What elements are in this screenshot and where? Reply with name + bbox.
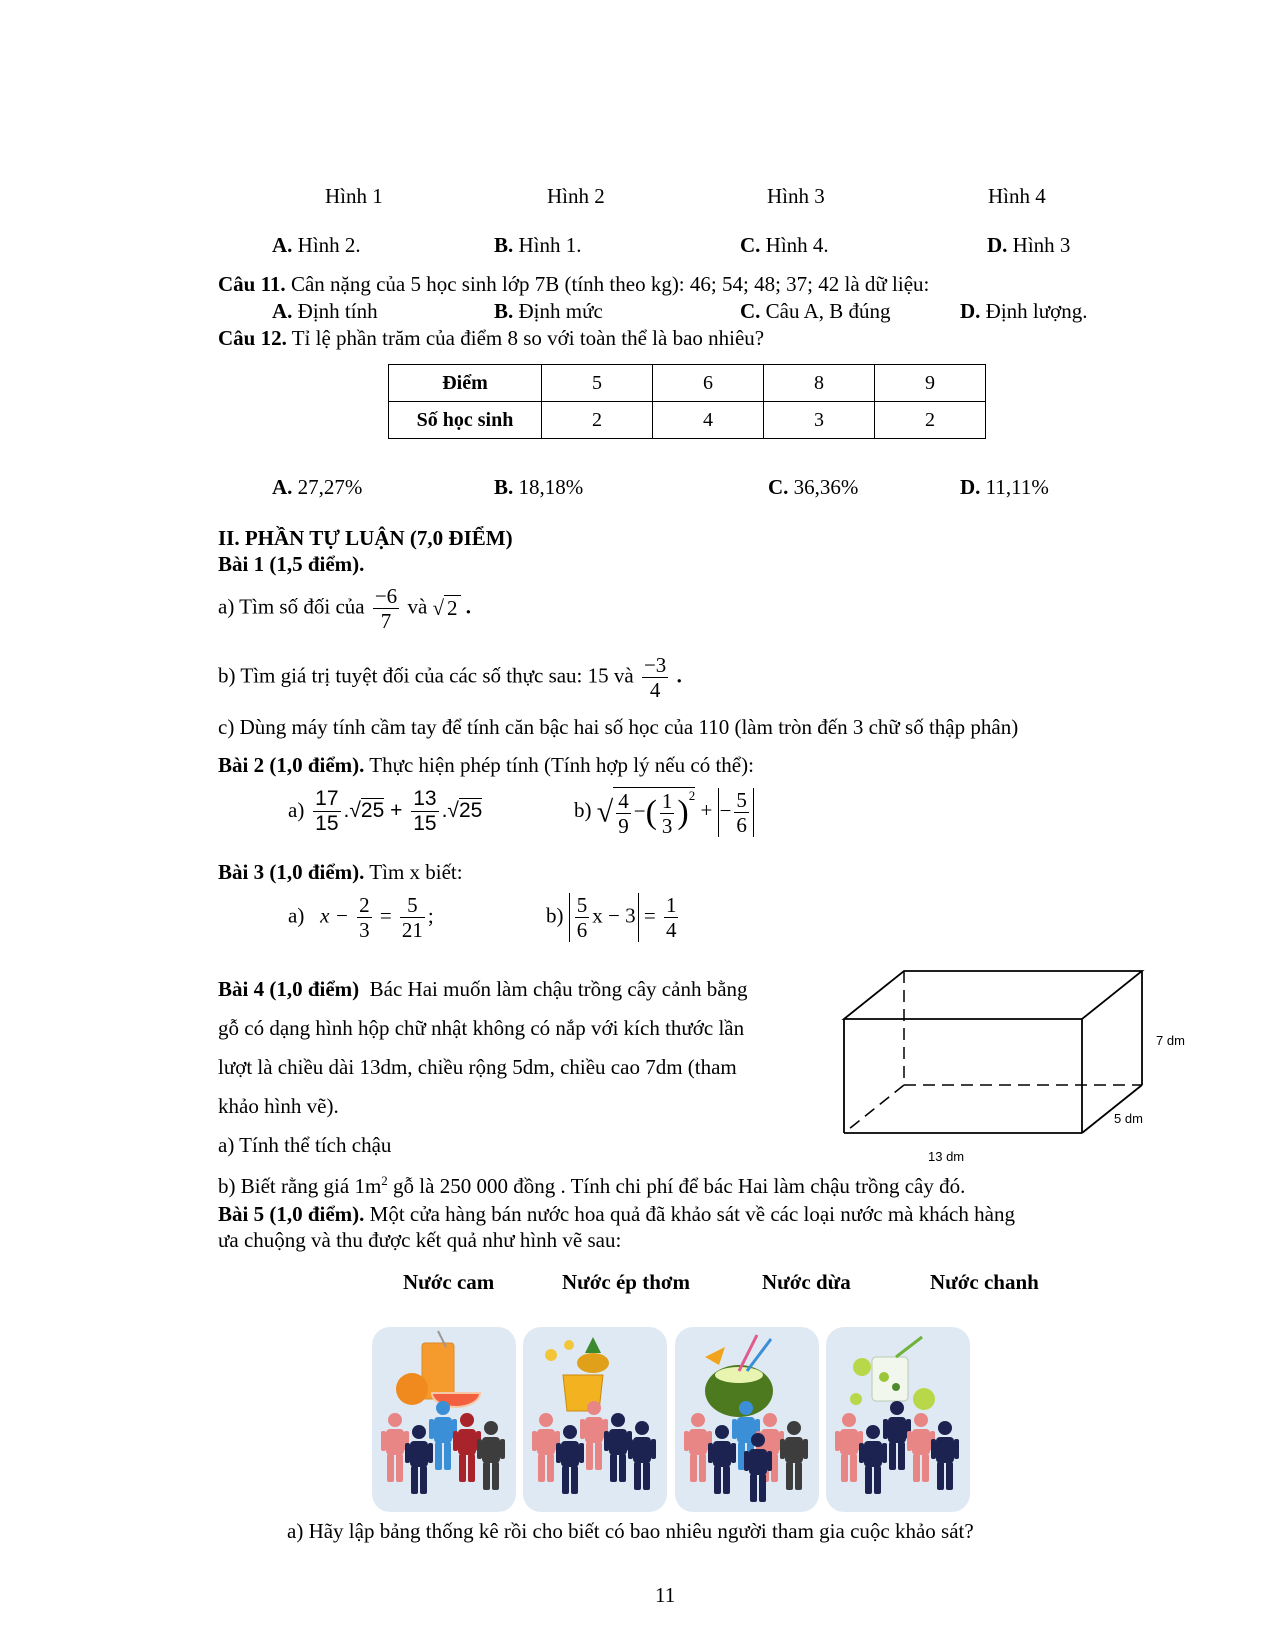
q10-option-d: D. Hình 3 xyxy=(987,233,1071,257)
bai4-part-a: a) Tính thể tích chậu xyxy=(218,1133,392,1157)
bai5-line-2: ưa chuộng và thu được kết quả như hình vẽ sau: xyxy=(218,1228,622,1252)
table-cell: 4 xyxy=(653,402,764,439)
bai5-line-1: Bài 5 (1,0 điểm). Một cửa hàng bán nước hoa quả đã khảo sát về các loại nước mà khách hàng xyxy=(218,1202,1015,1226)
bai2-question: Bài 2 (1,0 điểm). Thực hiện phép tính (Tính hợp lý nếu có thể): xyxy=(218,753,754,777)
dim-length-label: 13 dm xyxy=(928,1149,965,1164)
q11-question: Câu 11. Cân nặng của 5 học sinh lớp 7B (tính theo kg): 46; 54; 48; 37; 42 là dữ liệu: xyxy=(218,272,930,296)
page-number: 11 xyxy=(655,1583,676,1607)
q11-option-d: D. Định lượng. xyxy=(960,299,1088,323)
section-title: II. PHẦN TỰ LUẬN (7,0 ĐIỂM) xyxy=(218,526,513,550)
table-row xyxy=(389,402,986,439)
bai4-line-3: lượt là chiều dài 13dm, chiều rộng 5dm, chiều cao 7dm (tham xyxy=(218,1055,737,1079)
juice-label-orange: Nước cam xyxy=(403,1270,495,1294)
table-row xyxy=(389,365,986,402)
bai1-part-c: c) Dùng máy tính cầm tay để tính căn bậc hai số học của 110 (làm tròn đến 3 chữ số thập phân) xyxy=(218,715,1019,739)
table-cell: 5 xyxy=(542,365,653,402)
table-cell: 2 xyxy=(875,402,986,439)
bai1-part-a: a) Tìm số đối của $\frac{-6}{7}$ và √ 2 . xyxy=(218,584,472,633)
table-header: Điểm xyxy=(389,365,542,402)
table-cell: 8 xyxy=(764,365,875,402)
juice-label-coconut: Nước dừa xyxy=(762,1270,851,1294)
bai3-part-a: a) x − $\frac{2}{3}$ = $\frac{5}{21}$ ; xyxy=(288,893,434,942)
q12-question: Câu 12. Tỉ lệ phần trăm của điểm 8 so với toàn thể là bao nhiêu? xyxy=(218,326,765,350)
bai2-part-a: a) $\frac{17}{15}$ .√25 + $\frac{13}{15}$ .√25 xyxy=(288,787,483,835)
q12-option-b: B. 18,18% xyxy=(494,475,584,499)
table-cell: 9 xyxy=(875,365,986,402)
person-lemon-icon xyxy=(930,1420,960,1492)
bai3-part-b: b) $\frac{5}{6}$ x − 3 = $\frac{1}{4}$ xyxy=(546,893,677,942)
person-coconut-icon xyxy=(743,1432,773,1504)
q11-option-a: A. Định tính xyxy=(272,299,378,323)
q12-option-c: C. 36,36% xyxy=(768,475,859,499)
bai1-title: Bài 1 (1,5 điểm). xyxy=(218,552,365,576)
bai4-line-1: Bài 4 (1,0 điểm) Bác Hai muốn làm chậu trồng cây cảnh bằng xyxy=(218,977,748,1001)
dim-width-label: 5 dm xyxy=(1114,1111,1143,1126)
person-pineapple-icon xyxy=(627,1420,657,1492)
score-table xyxy=(388,364,986,439)
bai3-question: Bài 3 (1,0 điểm). Tìm x biết: xyxy=(218,860,463,884)
table-cell: 3 xyxy=(764,402,875,439)
figure-label-2: Hình 2 xyxy=(547,184,605,208)
q10-option-b: B. Hình 1. xyxy=(494,233,582,257)
table-header: Số học sinh xyxy=(389,402,542,439)
figure-label-3: Hình 3 xyxy=(767,184,825,208)
q10-option-a: A. Hình 2. xyxy=(272,233,361,257)
box-figure xyxy=(832,963,1185,1173)
figure-label-1: Hình 1 xyxy=(325,184,383,208)
juice-label-pineapple: Nước ép thơm xyxy=(562,1270,691,1294)
table-cell: 6 xyxy=(653,365,764,402)
q11-option-c: C. Câu A, B đúng xyxy=(740,299,891,323)
bai2-part-b: b) √ $\frac{4}{9}$ −( $\frac{1}{3}$ )$^2$ + − $\frac{5}{6}$ xyxy=(574,787,754,838)
person-coconut-icon xyxy=(779,1420,809,1492)
q12-option-d: D. 11,11% xyxy=(960,475,1049,499)
q11-option-b: B. Định mức xyxy=(494,299,603,323)
bai4-part-b: b) Biết rằng giá $1m^2$ gỗ là 250 000 đồng . Tính chi phí để bác Hai làm chậu trồng cây đó. xyxy=(218,1173,966,1198)
dim-height-label: 7 dm xyxy=(1156,1033,1185,1048)
bai1-part-b: b) Tìm giá trị tuyệt đối của các số thực sau: 15 và $\frac{-3}{4}$ . xyxy=(218,653,682,702)
q10-option-c: C. Hình 4. xyxy=(740,233,829,257)
table-cell: 2 xyxy=(542,402,653,439)
juice-label-lemon: Nước chanh xyxy=(930,1270,1039,1294)
bai5-part-a: a) Hãy lập bảng thống kê rồi cho biết có bao nhiêu người tham gia cuộc khảo sát? xyxy=(287,1519,974,1543)
person-orange-icon xyxy=(476,1420,506,1492)
figure-label-4: Hình 4 xyxy=(988,184,1046,208)
q12-option-a: A. 27,27% xyxy=(272,475,363,499)
bai4-line-4: khảo hình vẽ). xyxy=(218,1094,339,1118)
bai4-line-2: gỗ có dạng hình hộp chữ nhật không có nắp với kích thước lần xyxy=(218,1016,745,1040)
